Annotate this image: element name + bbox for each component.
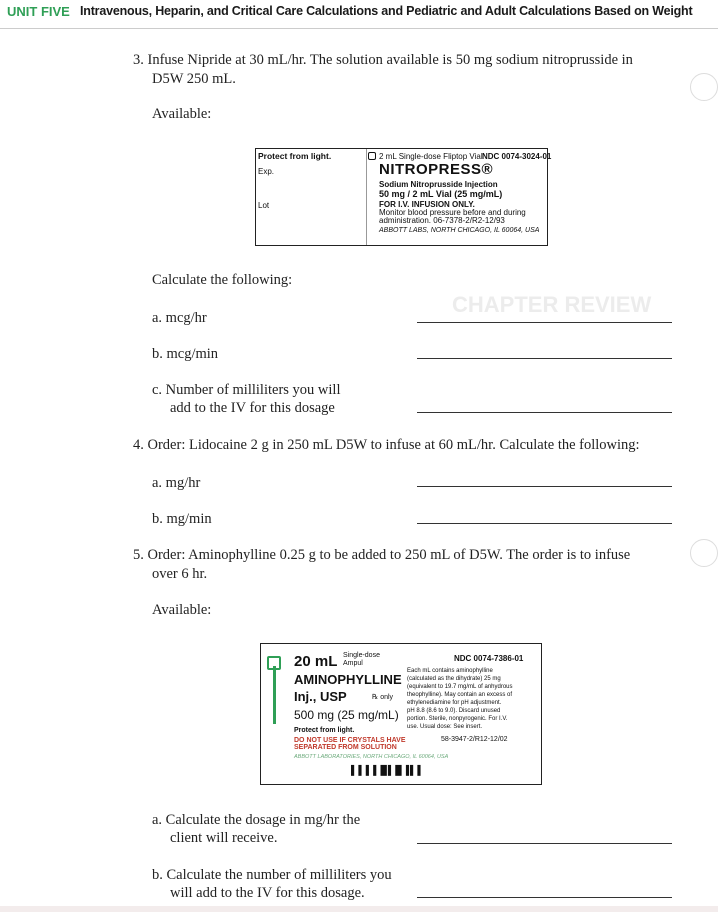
ampul-text: Ampul: [343, 660, 363, 667]
q4-text-line1: 4. Order: Lidocaine 2 g in 250 mL D5W to infuse at 60 mL/hr. Calculate the following:: [133, 437, 640, 453]
q3b-answer-blank[interactable]: [417, 358, 672, 359]
q3-calc-heading: Calculate the following:: [152, 272, 293, 288]
ndc-number: NDC 0074-7386-01: [454, 654, 524, 663]
q3-available: Available:: [152, 106, 212, 122]
q3b-text: b. mcg/min: [152, 346, 219, 362]
desc-line-8: use. Usual dose: See insert.: [407, 724, 483, 730]
lot-code: 58-3947-2/R12-12/02: [441, 736, 508, 743]
page-header: [0, 0, 718, 29]
q5b-text-line2: will add to the IV for this dosage.: [170, 885, 365, 901]
q5a-text-line1: a. Calculate the dosage in mg/hr the: [152, 812, 361, 828]
desc-line-4: theophylline). May contain an excess of: [407, 692, 513, 698]
desc-line-5: ethylenediamine for pH adjustment.: [407, 700, 502, 706]
generic-name: Sodium Nitroprusside Injection: [379, 180, 498, 189]
route-text: FOR I.V. INFUSION ONLY.: [379, 200, 475, 209]
q5-available: Available:: [152, 602, 212, 618]
warning-line-2: SEPARATED FROM SOLUTION: [294, 744, 397, 751]
q4b-text: b. mg/min: [152, 511, 212, 527]
desc-line-6: pH 8.8 (8.6 to 9.0). Discard unused: [407, 708, 501, 714]
q5b-answer-blank[interactable]: [417, 897, 672, 898]
desc-line-1: Each mL contains aminophylline: [407, 668, 493, 674]
monitor-text-2: administration. 06-7378-2/R2-12/93: [379, 216, 505, 225]
q4b-answer-blank[interactable]: [417, 523, 672, 524]
brand-name: AMINOPHYLLINE: [294, 672, 402, 687]
unit-label: UNIT FIVE: [7, 4, 70, 19]
strength-text: 500 mg (25 mg/mL): [294, 708, 399, 722]
barcode-icon: ▌▌▌▌█▌█▐▌▌: [351, 765, 425, 775]
exp-text: Exp.: [258, 167, 275, 176]
nitropress-vial-label: [255, 148, 552, 246]
manufacturer: ABBOTT LABORATORIES, NORTH CHICAGO, IL 60064, USA: [294, 754, 449, 760]
abbott-logo-icon: [368, 152, 376, 160]
label-left-panel: [256, 149, 367, 245]
q4a-answer-blank[interactable]: [417, 486, 672, 487]
monitor-text-1: Monitor blood pressure before and during: [379, 208, 526, 217]
q5a-text-line2: client will receive.: [170, 830, 278, 846]
label-green-stripe: [273, 666, 276, 724]
single-dose-text: Single-dose: [343, 652, 380, 659]
manufacturer: ABBOTT LABS, NORTH CHICAGO, IL 60064, USA: [379, 227, 540, 234]
q3a-text: a. mcg/hr: [152, 310, 207, 326]
header-title: Intravenous, Heparin, and Critical Care Calculations and Pediatric and Adult Calculations Based on Weight: [80, 4, 693, 18]
page-curl-mid: [690, 539, 718, 567]
bleed-through-heading: CHAPTER REVIEW: [452, 292, 652, 317]
q5-text-line1: 5. Order: Aminophylline 0.25 g to be added to 250 mL of D5W. The order is to infuse: [133, 547, 631, 563]
q3c-answer-blank[interactable]: [417, 412, 672, 413]
inj-usp-text: Inj., USP: [294, 689, 347, 704]
page-curl-top: [690, 73, 718, 101]
brand-name: NITROPRESS®: [379, 161, 494, 178]
ndc-number: NDC 0074-3024-01: [482, 152, 552, 161]
q3-text-line1: 3. Infuse Nipride at 30 mL/hr. The solution available is 50 mg sodium nitroprusside in: [133, 52, 633, 68]
q3-text-line2: D5W 250 mL.: [152, 71, 236, 87]
q3a-answer-blank[interactable]: [417, 322, 672, 323]
protect-text: Protect from light.: [258, 151, 332, 161]
warning-line-1: DO NOT USE IF CRYSTALS HAVE: [294, 737, 406, 744]
vial-type: 2 mL Single-dose Fliptop Vial: [379, 152, 483, 161]
lot-text: Lot: [258, 201, 270, 210]
volume-text: 20 mL: [294, 653, 338, 670]
q5a-answer-blank[interactable]: [417, 843, 672, 844]
desc-line-7: portion. Sterile, nonpyrogenic. For I.V.: [407, 716, 508, 722]
q3c-text-line1: c. Number of milliliters you will: [152, 382, 341, 398]
q5-text-line2: over 6 hr.: [152, 566, 208, 582]
strength-text: 50 mg / 2 mL Vial (25 mg/mL): [379, 189, 503, 199]
protect-text: Protect from light.: [294, 727, 355, 734]
rx-only-text: ℞ only: [372, 694, 394, 701]
desc-line-2: (calculated as the dihydrate) 25 mg: [407, 676, 501, 682]
q3c-text-line2: add to the IV for this dosage: [170, 400, 335, 416]
q4a-text: a. mg/hr: [152, 475, 201, 491]
aminophylline-ampul-label: [260, 643, 542, 785]
q5b-text-line1: b. Calculate the number of milliliters you: [152, 867, 392, 883]
page-bottom-edge: [0, 906, 718, 912]
desc-line-3: (equivalent to 19.7 mg/mL of anhydrous: [407, 684, 513, 690]
